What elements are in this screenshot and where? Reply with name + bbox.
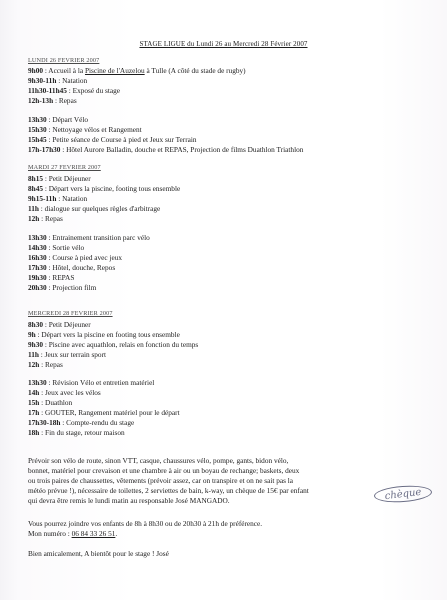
schedule-item: 17h : GOUTER, Rangement matériel pour le départ	[28, 408, 180, 418]
schedule-item: 8h30 : Petit Déjeuner	[28, 320, 91, 329]
schedule-item: 12h-13h : Repas	[28, 96, 77, 106]
schedule-tuesday-morning	[28, 174, 433, 224]
equipment-paragraph: Prévoir son vélo de route, sinon VTT, casque, chaussures vélo, pompe, gants, bidon vélo, bonnet, matériel pour crevaison et une chambre à air ou un boyau de rechange; baskets, deux ou trois paires de chaussettes, vêtements (prévoir assez, car on transpire et on ne sait pas la météo prévue !), nécessaire de toilettes, 2 serviettes de bain, k-way, un chèque de 15€ par enfant qui devra être remis le lundi matin au responsable José MANGADO.	[28, 456, 309, 506]
schedule-tuesday-afternoon	[28, 233, 433, 294]
phone-number: 06 84 33 26 51	[71, 529, 116, 539]
schedule-item: 16h30 : Course à pied avec jeux	[28, 253, 123, 263]
schedule-item: 17h30-18h : Compte-rendu du stage	[28, 418, 135, 428]
schedule-wednesday-morning	[28, 320, 433, 370]
schedule-item: 11h30-11h45 : Exposé du stage	[28, 86, 121, 96]
schedule-monday-morning	[28, 66, 433, 106]
schedule-item: 18h : Fin du stage, retour maison	[28, 428, 125, 438]
day-heading-tuesday: MARDI 27 FEVRIER 2007	[28, 164, 101, 171]
contact-paragraph: Vous pourrez joindre vos enfants de 8h à 8h30 ou de 20h30 à 21h de préférence. Mon numéro : 06 84 33 26 51.	[28, 519, 263, 539]
schedule-item: 20h30 : Projection film	[28, 283, 97, 293]
schedule-item: 17h-17h30 : Hôtel Aurore Balladin, douche et REPAS, Projection de films Duathlon Triathlon	[28, 145, 304, 155]
schedule-wednesday-afternoon	[28, 378, 433, 439]
schedule-item: 15h : Duathlon	[28, 398, 73, 408]
schedule-item: 12h : Repas	[28, 214, 63, 224]
schedule-item: 14h : Jeux avec les vélos	[28, 388, 101, 398]
schedule-item: 8h45 : Départ vers la piscine, footing tous ensemble	[28, 184, 181, 194]
closing-line: Bien amicalement, A bientôt pour le stage ! José	[28, 549, 169, 558]
schedule-item: 11h : dialogue sur quelques règles d'arbitrage	[28, 204, 161, 214]
schedule-item: 9h30-11h : Natation	[28, 76, 88, 86]
schedule-monday-afternoon	[28, 115, 433, 155]
schedule-item: 13h30 : Départ Vélo	[28, 115, 89, 124]
day-heading-wednesday: MERCREDI 28 FEVRIER 2007	[28, 310, 113, 317]
schedule-item: 8h15 : Petit Déjeuner	[28, 174, 91, 183]
cheque-stamp: chèque	[373, 483, 433, 506]
schedule-item: 9h : Départ vers la piscine en footing tous ensemble	[28, 330, 180, 340]
pool-name: Piscine de l'Auzelou	[84, 66, 145, 75]
schedule-item: 11h : Jeux sur terrain sport	[28, 350, 107, 360]
schedule-item: 13h30 : Entrainement transition parc vélo	[28, 233, 150, 242]
schedule-item: 12h : Repas	[28, 360, 63, 370]
schedule-item: 15h30 : Nettoyage vélos et Rangement	[28, 125, 142, 135]
schedule-item: 17h30 : Hôtel, douche, Repos	[28, 263, 116, 273]
schedule-item: 9h00 : Accueil à la Piscine de l'Auzelou à Tulle (A côté du stade de rugby)	[28, 66, 246, 75]
schedule-item: 15h45 : Petite séance de Course à pied et Jeux sur Terrain	[28, 135, 197, 145]
schedule-item: 9h30 : Piscine avec aquathlon, relais en fonction du temps	[28, 340, 199, 350]
schedule-item: 13h30 : Révision Vélo et entretien matériel	[28, 378, 155, 387]
schedule-item: 14h30 : Sortie vélo	[28, 243, 85, 253]
schedule-item: 19h30 : REPAS	[28, 273, 75, 283]
document-title: STAGE LIGUE du Lundi 26 au Mercredi 28 Février 2007	[139, 40, 308, 48]
day-heading-monday: LUNDI 26 FEVRIER 2007	[28, 57, 100, 64]
schedule-item: 9h15-11h : Natation	[28, 194, 88, 204]
